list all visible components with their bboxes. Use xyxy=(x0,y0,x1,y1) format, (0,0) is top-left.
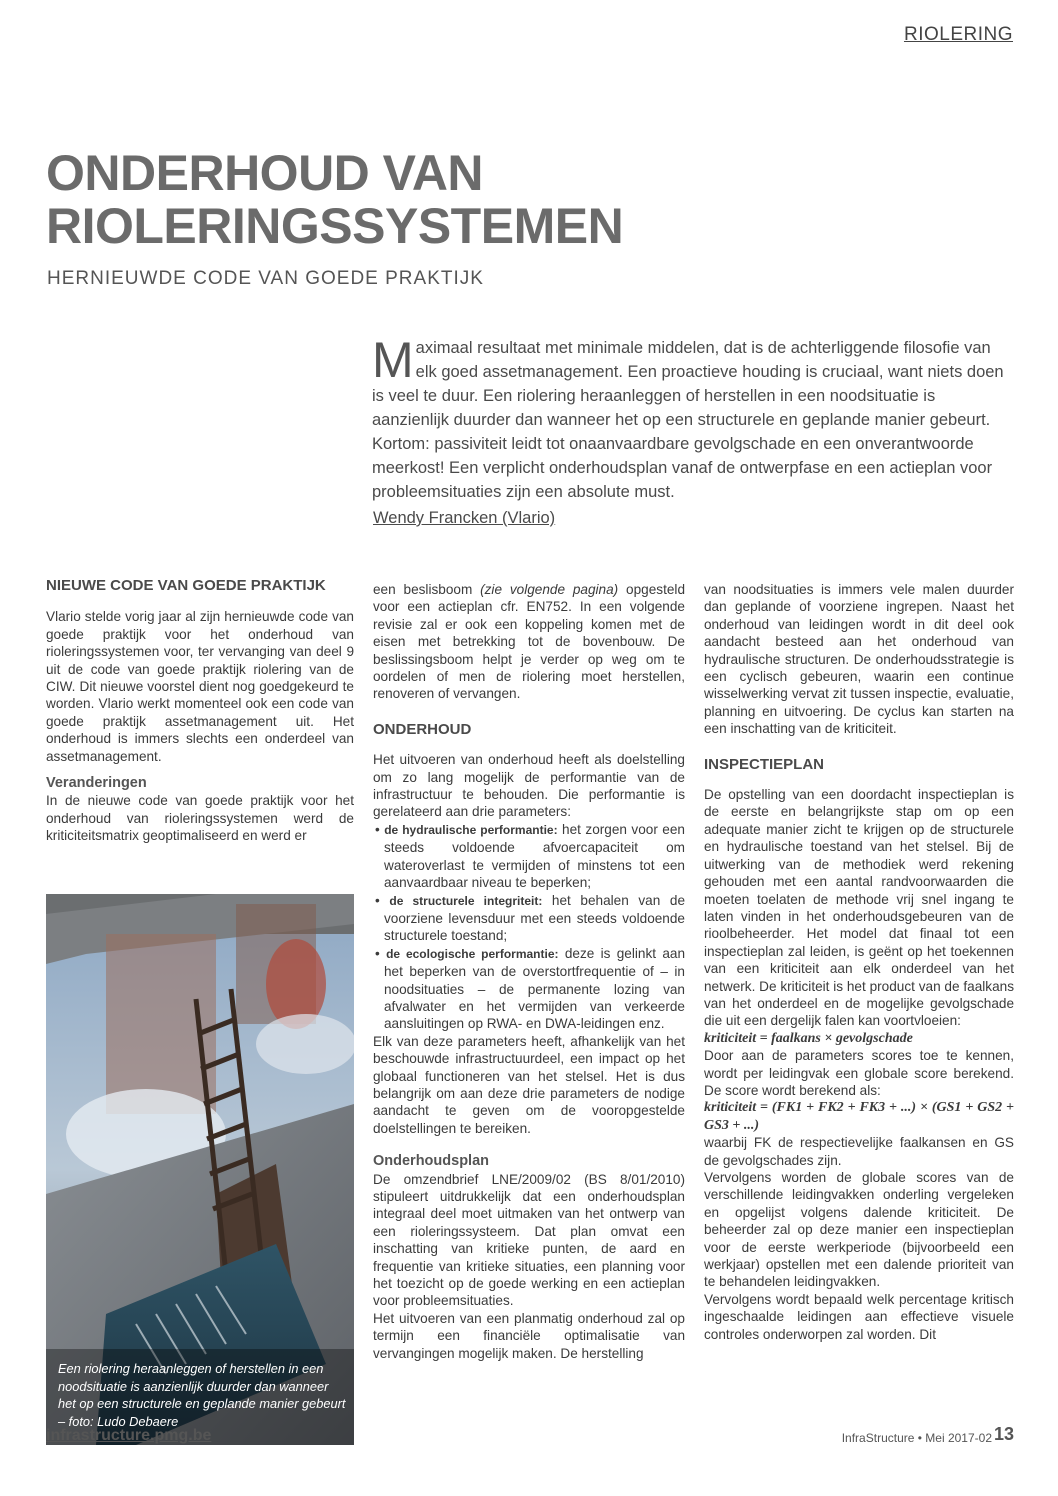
col3-paragraph-5: Vervolgens worden de globale scores van de verschillende leidingvakken onderling vergeleken en opgelijst volgens dalende kriticiteit. De beheerder zal op deze manier een inspectieplan voor de eerste werkperiode (bijvoorbeeld een werkjaar) opstellen met een dalende prioriteit van te behandelen leidingvakken. xyxy=(704,1170,1014,1290)
col1-paragraph-2: In de nieuwe code van goede praktijk voor het onderhoud van rioleringssystemen werd de kriticiteitsmatrix geoptimaliseerd en werd er xyxy=(46,793,354,844)
formula-kriticiteit: kriticiteit = faalkans × gevolgschade xyxy=(704,1030,913,1046)
photo-caption: Een riolering heraanleggen of herstellen in een noodsituatie is aanzienlijk duurder dan wanneer het op een structurele en geplande manier gebeurt – foto: Ludo Debaere xyxy=(58,1361,346,1429)
list-item: • de hydraulische performantie: het zorgen voor een steeds voldoende afvoercapaciteit om wateroverlast te vermijden of minstens tot een aanvaardbaar niveau te beperken; xyxy=(375,821,685,891)
list-item-term: de hydraulische performantie: xyxy=(384,822,558,837)
col2-paragraph-5: Het uitvoeren van een planmatig onderhoud zal op termijn een financiële optimalisatie van vervangingen mogelijk maken. De herstelling xyxy=(373,1310,685,1361)
col2-paragraph-3: Elk van deze parameters heeft, afhankelijk van het beschouwde infrastructuurdeel, een impact op het globaal functioneren van het stelsel. Het is dus belangrijk om aan deze drie parameters de nodige aandacht te geven om de vooropgestelde doelstellingen te bereiken. xyxy=(373,1033,685,1136)
list-item-text: het behalen van de voorziene levensduur met een steeds voldoende structurele toestand; xyxy=(384,892,685,944)
section-tag[interactable]: RIOLERING xyxy=(903,24,1013,45)
formula-global-score: kriticiteit = (FK1 + FK2 + FK3 + ...) × (GS1 + GS2 + GS3 + ...) xyxy=(704,1100,1014,1133)
col2-p1-end: opgesteld voor een actieplan cfr. EN752. In een volgende revisie zal er ook een koppeling komen met de eisen met betrekking tot de bovenbouw. De beslissingsboom helpt je verder op weg om te oordelen of men de riolering moet herstellen, renoveren of vervangen. xyxy=(373,582,686,702)
list-item-text: het zorgen voor een steeds voldoende afvoercapaciteit om wateroverlast te vermijden of minstens tot een aanvaardbaar niveau te beperken; xyxy=(384,821,685,891)
col2-p1-start: een beslisboom xyxy=(373,582,481,597)
column-3 xyxy=(704,581,1014,1343)
page-title xyxy=(46,147,746,253)
list-item-term: de structurele integriteit: xyxy=(389,893,543,908)
footer-magazine-issue: InfraStructure • Mei 2017-02 xyxy=(841,1431,992,1445)
intro-paragraph xyxy=(372,332,1012,504)
title-line-1: ONDERHOUD VAN xyxy=(46,145,484,201)
list-item-text: deze is gelinkt aan het beperken van de overstortfrequentie of – in noodsituaties – de permanente lozing van afvalwater en het vermijden van verkeerde aansluitingen op RWA- en DWA-leidingen enz. xyxy=(384,945,685,1032)
col3-paragraph-1: van noodsituaties is immers vele malen duurder dan geplande of voorziene ingrepen. Naast het onderhoud van leidingen wordt in dit deel ook aandacht besteed aan het onderhoud van hydraulische structuren. De onderhoudsstrategie is een cyclisch gebeuren, waarin een continue wisselwerking vervat zit tussen inspectie, evaluatie, planning en uitvoering. De cyclus kan starten na een inschatting van de kriticiteit. xyxy=(704,582,1014,737)
list-item: • de ecologische performantie: deze is gelinkt aan het beperken van de overstortfrequentie of – in noodsituaties – de permanente lozing van afvalwater en het vermijden van verkeerde aansluitingen op RWA- en DWA-leidingen enz. xyxy=(375,945,685,1032)
subheading-veranderingen: Veranderingen xyxy=(46,775,147,792)
col2-paragraph-1 xyxy=(373,581,685,703)
intro-dropcap: M xyxy=(372,332,414,388)
col2-paragraph-4: De omzendbrief LNE/2009/02 (BS 8/01/2010) stipuleert uitdrukkelijk dat een onderhoudsplan integraal deel moet uitmaken van het ontwerp van een rioleringssysteem. Dat plan omvat een inschatting van kritieke punten, de aard en frequentie van kritieke situaties, een planning voor het toezicht op de goede werking en een actieplan voor probleemsituaties. xyxy=(373,1171,685,1309)
col3-paragraph-3: Door aan de parameters scores toe te kennen, wordt per leidingvak een globale score berekend. De score wordt berekend als: xyxy=(704,1048,1014,1098)
col1-paragraph-1: Vlario stelde vorig jaar al zijn hernieuwde code van goede praktijk voor het onderhoud van rioleringssystemen voor, ter vervanging van deel 9 uit de code van goede praktijk riolering van de CIW. Dit nieuwe voorstel dient nog goedgekeurd te worden. Vlario werkt momenteel ook een code van goede praktijk assetmanagement uit. Het onderhoud is immers slechts een onderdeel van assetmanagement. xyxy=(46,609,354,764)
col2-paragraph-2: Het uitvoeren van onderhoud heeft als doelstelling om zo lang mogelijk de performantie van de infrastructuur te behouden. Die performantie is gerelateerd aan drie parameters: xyxy=(373,752,685,820)
footer-website-link[interactable]: infrastructure.pmg.be xyxy=(46,1427,212,1444)
performance-parameter-list xyxy=(373,821,685,1033)
list-item: • de structurele integriteit: het behalen van de voorziene levensduur met een steeds voldoende structurele toestand; xyxy=(375,892,685,944)
intro-text: aximaal resultaat met minimale middelen, dat is de achterliggende filosofie van elk goed assetmanagement. Een proactieve houding is cruciaal, want niets doen is veel te duur. Een riolering heraanleggen of herstellen in een noodsituatie is aanzienlijk duurder dan wanneer het op een structurele en geplande manier gebeurt. Kortom: passiviteit leidt tot onaanvaardbare gevolgschade en een onverantwoorde meerkost! Een verplicht onderhoudsplan vanaf de ontwerpfase en een actieplan voor probleemsituaties zijn een absolute must. xyxy=(372,339,1004,501)
column-2 xyxy=(373,581,685,1362)
page-number: 13 xyxy=(993,1424,1014,1444)
heading-inspectieplan: INSPECTIEPLAN xyxy=(704,755,825,773)
intro-author[interactable]: Wendy Francken (Vlario) xyxy=(373,509,556,527)
col2-p1-reference: (zie volgende pagina) xyxy=(480,582,619,597)
col3-paragraph-6: Vervolgens wordt bepaald welk percentage kritisch ingeschaalde leidingen aan effectieve visuele controles onderworpen zal worden. Dit xyxy=(704,1291,1014,1342)
title-line-2: RIOLERINGSSYSTEMEN xyxy=(46,198,624,254)
page-subtitle: HERNIEUWDE CODE VAN GOEDE PRAKTIJK xyxy=(47,268,484,289)
column-1 xyxy=(46,577,354,845)
heading-nieuwe-code: NIEUWE CODE VAN GOEDE PRAKTIJK xyxy=(46,577,326,594)
col3-paragraph-2: De opstelling van een doordacht inspectieplan is de eerste en belangrijkste stap om op een adequate manier zicht te krijgen op de structurele en hydraulische toestand van het stelsel. Bij de uitwerking van de methodiek werd rekening gehouden met een aantal randvoorwaarden die moeten toelaten de methode vrij snel ingang te laten vinden in het onderhoudsgebeuren van de rioolbeheerder. Het model dat finaal tot een inspectieplan zal leiden, is geënt op het toekennen van een kriticiteit aan elk onderdeel van het netwerk. De kriticiteit is het product van de faalkans van het onderdeel en de mogelijke gevolgschade die uit een dergelijk falen kan voortvloeien: xyxy=(704,787,1014,1029)
list-item-term: de ecologische performantie: xyxy=(386,946,559,961)
col3-paragraph-4: waarbij FK de respectievelijke faalkansen en GS de gevolgschades zijn. xyxy=(704,1135,1014,1168)
heading-onderhoud: ONDERHOUD xyxy=(373,720,472,738)
subheading-onderhoudsplan: Onderhoudsplan xyxy=(373,1153,489,1170)
